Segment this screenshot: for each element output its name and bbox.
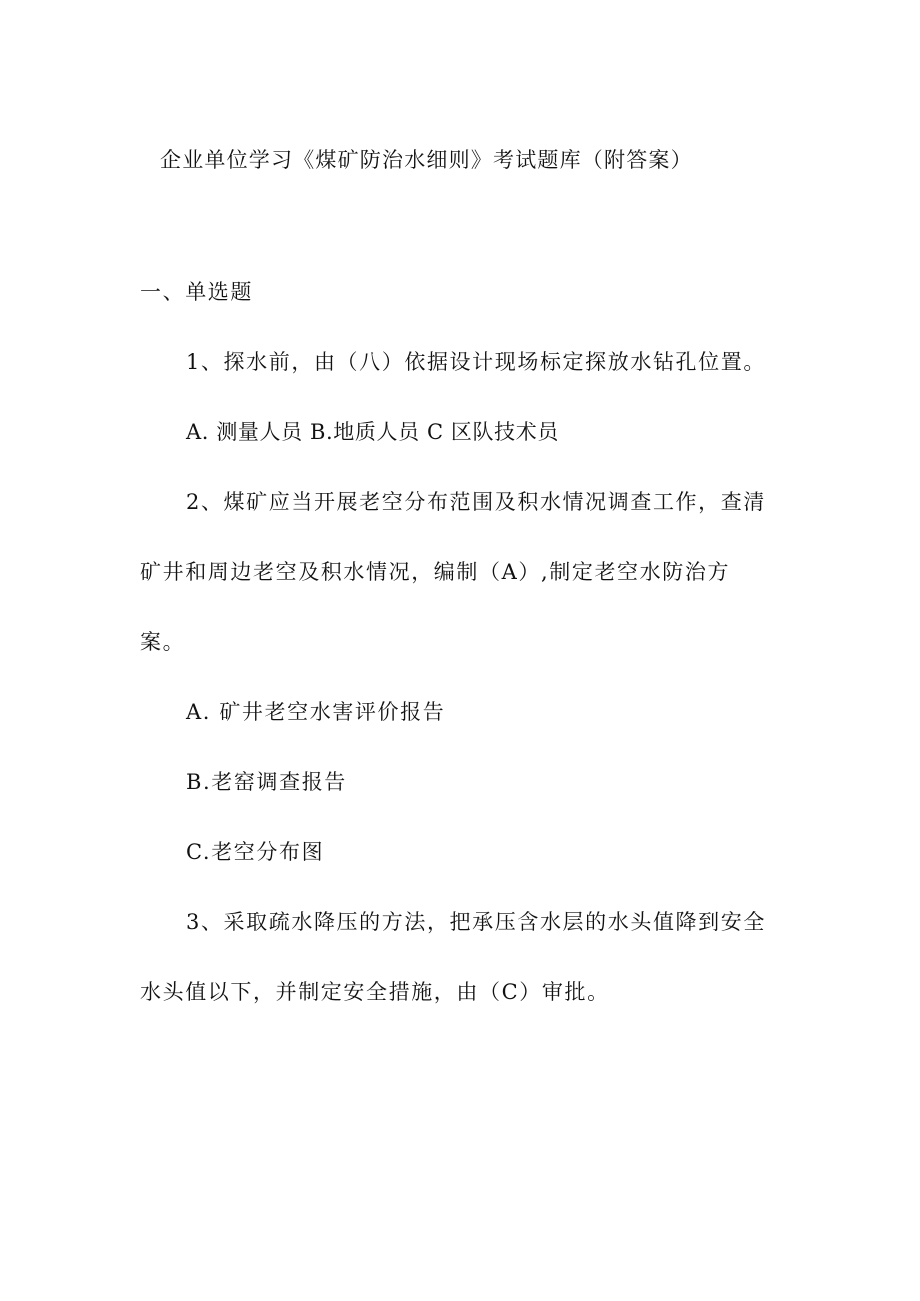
section-heading: 一、单选题 [140, 280, 253, 304]
question-3-text-line-1: 3、采取疏水降压的方法，把承压含水层的水头值降到安全 [186, 910, 766, 934]
question-2-text-line-3: 案。 [140, 630, 186, 654]
question-2-option-b: B.老窑调查报告 [186, 770, 347, 794]
question-1-text: 1、探水前，由（八）依据设计现场标定探放水钻孔位置。 [186, 350, 766, 374]
question-2-option-a: A. 矿井老空水害评价报告 [186, 700, 446, 724]
question-3-text-line-2: 水头值以下，并制定安全措施，由（C）审批。 [140, 980, 610, 1004]
question-2-option-c: C.老空分布图 [186, 840, 325, 864]
question-2-text-line-1: 2、煤矿应当开展老空分布范围及积水情况调查工作，查清 [186, 490, 766, 514]
question-1-options: A. 测量人员 B.地质人员 C 区队技术员 [186, 420, 559, 444]
document-title: 企业单位学习《煤矿防治水细则》考试题库（附答案） [160, 148, 693, 172]
question-2-text-line-2: 矿井和周边老空及积水情况，编制（A）,制定老空水防治方 [140, 560, 731, 584]
